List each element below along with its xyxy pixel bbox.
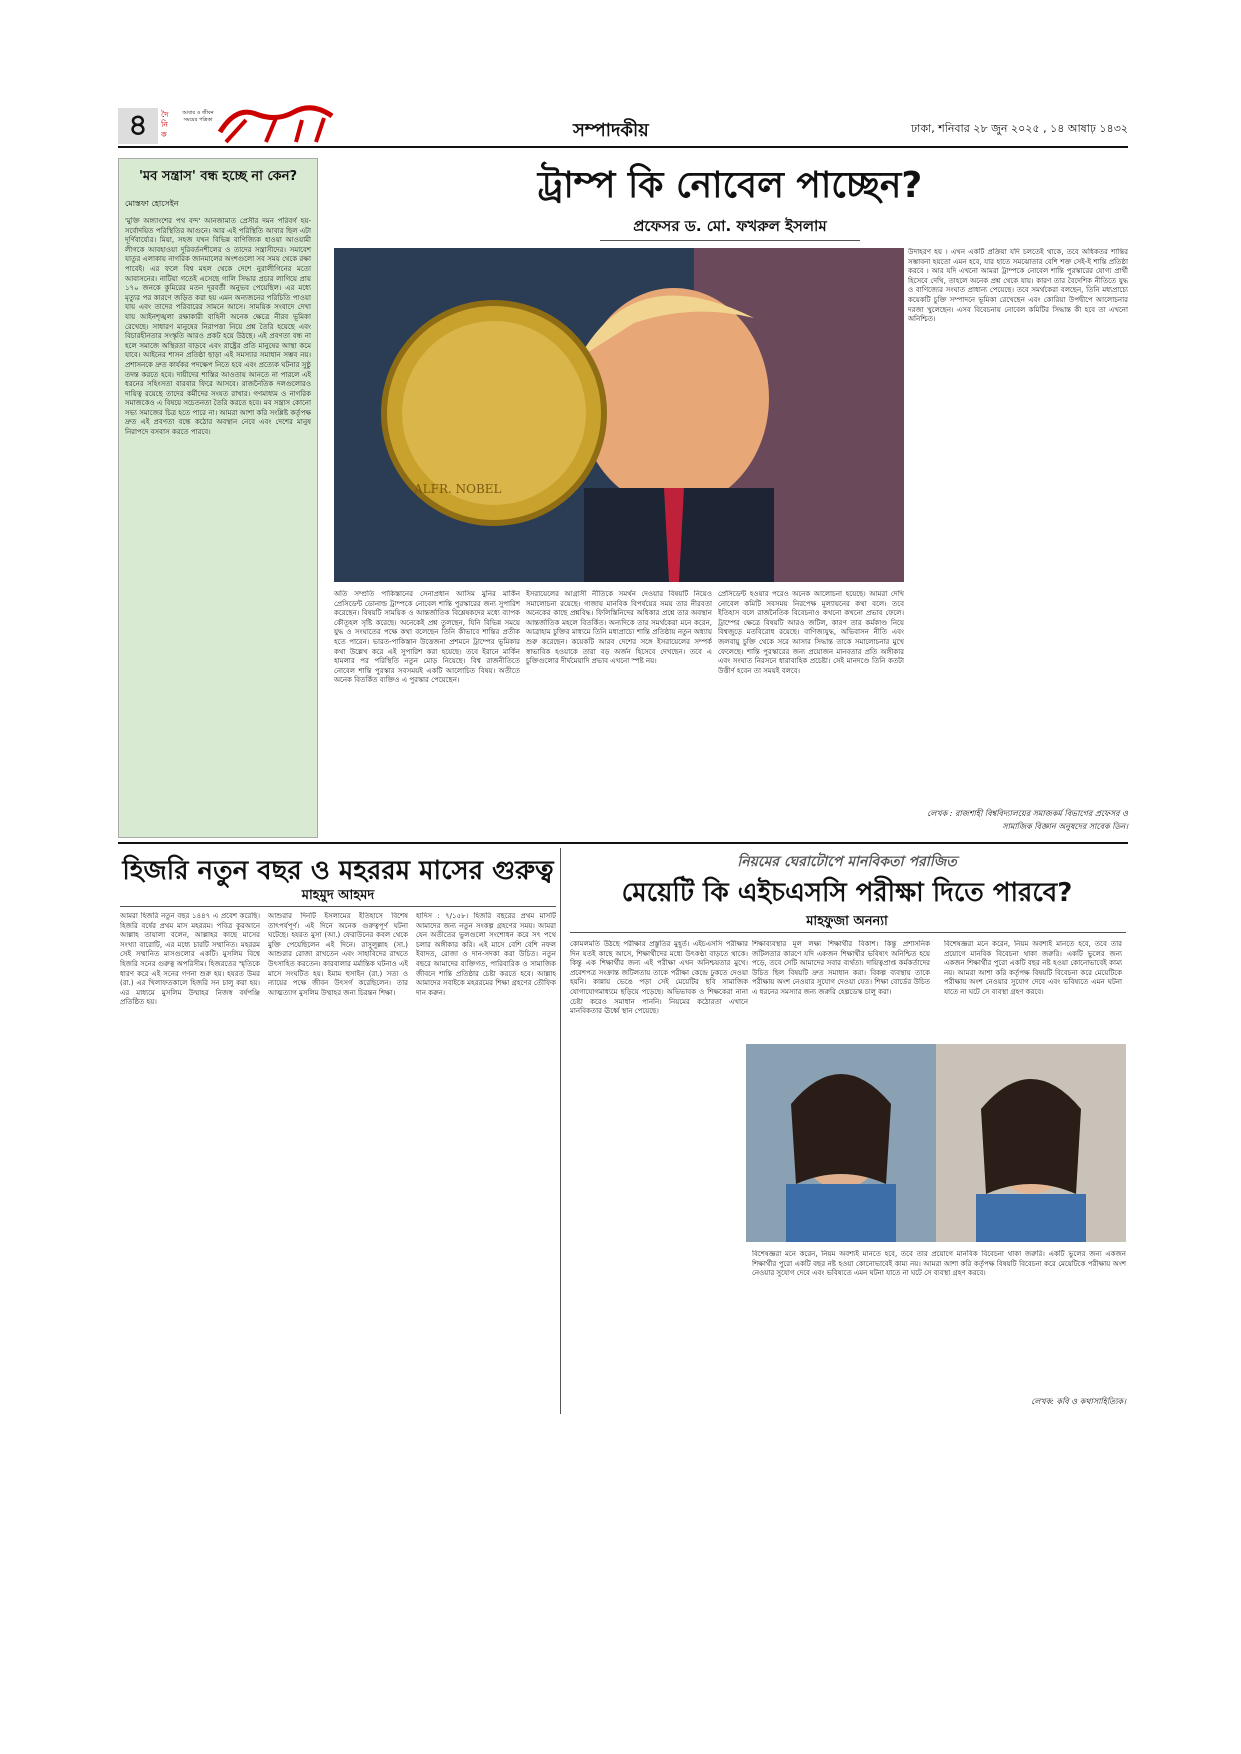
header-rule	[118, 146, 1128, 148]
exam-author-note: লেখক: কবি ও কথাসাহিত্যিক।	[1031, 1397, 1126, 1406]
main-column-3: প্রেসিডেন্ট হওয়ার পরেও অনেক আলোচনা হয়েছে। আমরা দেখি নোবেল কমিটি সবসময় নিরপেক্ষ মূল্যায়নের কথা বলে। তবে ইতিহাস বলে রাজনৈতিক বিবেচনাও কখনো কখনো প্রভাব ফেলে। ট্রাম্পের ক্ষেত্রে বিষয়টি আরও জটিল, কারণ তার কর্মকাণ্ড নিয়ে বিশ্বজুড়ে মতবিরোধ রয়েছে। বাণিজ্যযুদ্ধ, অভিবাসন নীতি এবং জলবায়ু চুক্তি থেকে সরে আসার সিদ্ধান্ত তাকে সমালোচনার মুখে ফেলেছে। শান্তি পুরস্কারের জন্য প্রয়োজন মানবতার প্রতি অঙ্গীকার এবং সংঘাত নিরসনে ধারাবাহিক প্রচেষ্টা। সেই মানদণ্ডে তিনি কতটা উত্তীর্ণ হবেন তা সময়ই বলবে।	[718, 590, 904, 675]
exam-headline: মেয়েটি কি এইচএসসি পরীক্ষা দিতে পারবে?	[621, 878, 1073, 908]
column-body: 'মুক্তি অঙ্গ্যাংশের পথ বন্দ' আনজামাত প্রেসীর দমন পরিবর্গ হয়- সর্বোদয়িত পরিস্থিতির আগুনে। আর এই পরিস্থিতি আবার ছিল এটা দূর্ণিবার্য্যের। মিয়া, সহজ যখন বিভিন্ন বাণিজ্যিক হাওয়া আওয়ামী লীগকে আবহাওয়া দুরিবর্তনশীলের ও তাদের সন্ত্রাসীদের। সমাবেশ যাতুর এলাকায় নাগরিক জানমালের অংশগুলো সব সময় থেকে রক্ষা পাবেই। এর ফলে বিশ্ব মহল থেকে দেশে নুরালীগিনের মতো আবাসনের। নাটিয়া গতেই এসেছে গালি সিদ্ধার প্রচার লাগিয়ে প্রায় ১৭০ জনকে কুমিরের মতন দূরবর্তী অনুভব পেয়েছিল। এর মধ্যে মৃত্যুর পর কারণে জড়িত করা হয় এমন অন্যজনের পরিচিতি পাওয়া যায় এবং তাদের পরিবারের সামনে আসে। সাময়িক সংবাদে দেখা যায় আইনশৃঙ্খলা রক্ষাকারী বাহিনী অনেক ক্ষেত্রে নীরব ভূমিকা রেখেছে। সাধারণ মানুষের নিরাপত্তা নিয়ে প্রশ্ন তৈরি হয়েছে এবং বিচারহীনতার সংস্কৃতি আরও প্রকট হয়ে উঠছে। এই প্রবণতা বন্ধ না হলে সমাজে অস্থিরতা বাড়বে এবং রাষ্ট্রের প্রতি মানুষের আস্থা কমে যাবে। আইনের শাসন প্রতিষ্ঠা ছাড়া এই সমস্যার সমাধান সম্ভব নয়। প্রশাসনকে দ্রুত কার্যকর পদক্ষেপ নিতে হবে এবং প্রত্যেক ঘটনার সুষ্ঠু তদন্ত করতে হবে। দায়ীদের শাস্তির আওতায় আনতে না পারলে এই ধরনের সহিংসতা বারবার ফিরে আসবে। রাজনৈতিক দলগুলোরও দায়িত্ব রয়েছে তাদের কর্মীদের সংযত রাখার। গণমাধ্যম ও নাগরিক সমাজকেও এ বিষয়ে সচেতনতা তৈরি করতে হবে। মব সন্ত্রাস কোনো সভ্য সমাজের চিত্র হতে পারে না। আমরা আশা করি সংশ্লিষ্ট কর্তৃপক্ষ দ্রুত এই প্রবণতা বন্ধে কঠোর অবস্থান নেবে এবং দেশের মানুষ নিরাপদে বসবাস করতে পারবে।	[125, 217, 311, 437]
vertical-rule	[560, 848, 561, 1414]
exam-column-2: শিক্ষাব্যবস্থার মূল লক্ষ্য শিক্ষার্থীর বিকাশ। কিন্তু প্রশাসনিক জটিলতার কারণে যদি একজন শিক্ষার্থীর ভবিষ্যৎ অনিশ্চিত হয়ে পড়ে, তবে সেটি আমাদের সবার ব্যর্থতা। দায়িত্বপ্রাপ্ত কর্মকর্তাদের উচিত ছিল বিষয়টি দ্রুত সমাধান করা। বিকল্প ব্যবস্থায় তাকে পরীক্ষায় অংশ নেওয়ার সুযোগ দেওয়া যেত। শিক্ষা বোর্ডের উচিত এ ধরনের সমস্যার জন্য জরুরি হেল্পডেস্ক চালু করা।	[752, 940, 930, 996]
tagline: আবার ও জীবন সময়ের পত্রিকা	[182, 110, 214, 123]
exam-byline: মাহফুজা অনন্যা	[806, 914, 888, 929]
byline-rule	[600, 240, 860, 241]
column-author: মোস্তফা হোসেইন	[125, 199, 179, 208]
column-title: 'মব সন্ত্রাস' বন্ধ হচ্ছে না কেন?	[138, 169, 298, 184]
hijri-column-3: হাদিস : ৭/১৫৮। হিজরি বছরের প্রথম মাসটি আমাদের জন্য নতুন সংকল্প গ্রহণের সময়। আমরা যেন অতীতের ভুলগুলো সংশোধন করে সৎ পথে চলার অঙ্গীকার করি। এই মাসে বেশি বেশি নফল ইবাদত, রোজা ও দান-সদকা করা উচিত। নতুন বছরে আমাদের ব্যক্তিগত, পারিবারিক ও সামাজিক জীবনে শান্তি প্রতিষ্ঠার চেষ্টা করতে হবে। আল্লাহ আমাদের সবাইকে মহররমের শিক্ষা গ্রহণের তৌফিক দান করুন।	[416, 912, 556, 997]
section-title: সম্পাদকীয়	[573, 120, 649, 141]
newspaper-logo	[216, 102, 336, 146]
exam-column-continued: বিশেষজ্ঞরা মনে করেন, নিয়ম অবশ্যই মানতে হবে, তবে তার প্রয়োগে মানবিক বিবেচনা থাকা জরুরি। একটি ভুলের জন্য একজন শিক্ষার্থীর পুরো একটি বছর নষ্ট হওয়া কোনোভাবেই কাম্য নয়। আমরা আশা করি কর্তৃপক্ষ বিষয়টি বিবেচনা করে মেয়েটিকে পরীক্ষায় অংশ নেওয়ার সুযোগ দেবে এবং ভবিষ্যতে এমন ঘটনা যাতে না ঘটে সে ব্যবস্থা গ্রহণ করবে।	[752, 1250, 1126, 1278]
hijri-byline: মাহমুদ আহমদ	[301, 888, 375, 903]
main-author-note: লেখক : রাজশাহী বিশ্ববিদ্যালয়ের সমাজকর্ম বিভাগের প্রফেসর ও সামাজিক বিজ্ঞান অনুষদের সাবেক ডিন।	[927, 809, 1128, 831]
main-right-text: উদাহরণ হয় । এখন একটি প্রক্রিয়া যদি চলতেই থাকে, তবে অধিকতর শান্তির সম্ভাবনা হয়তো এমন হবে, যার হাতে সমঝোতার বেশি শক্ত সেই-ই শান্তি প্রতিষ্ঠা করবে । আর যদি এখনো আমরা ট্রাম্পকে নোবেল শান্তি পুরস্কারের যোগ্য প্রার্থী হিসেবে দেখি, তাহলে অনেক প্রশ্ন থেকে যায়। কারণ তার বৈদেশিক নীতিতে যুদ্ধ ও বাণিজ্যের সংঘাত প্রাধান্য পেয়েছে। তবে সমর্থকেরা বলছেন, তিনি মধ্যপ্রাচ্যে কয়েকটি চুক্তি সম্পাদনে ভূমিকা রেখেছেন এবং কোরিয়া উপদ্বীপে আলোচনার দরজা খুলেছেন। এসব বিবেচনায় নোবেল কমিটির সিদ্ধান্ত কী হবে তা এখনো অনিশ্চিত।	[908, 248, 1128, 324]
dateline: ঢাকা, শনিবার ২৮ জুন ২০২৫ , ১৪ আষাঢ় ১৪৩২	[910, 122, 1128, 135]
logo-side-text: দৈ নি ক	[161, 110, 169, 139]
page-number: ৪	[118, 108, 158, 144]
main-headline: ট্রাম্প কি নোবেল পাচ্ছেন?	[537, 165, 923, 206]
exam-rule	[570, 932, 1126, 933]
exam-column-1: কোমলমতি উঠছে পরীক্ষার প্রস্তুতির মুহূর্ত। এইচএসসি পরীক্ষার দিন যতই কাছে আসে, শিক্ষার্থীদের মধ্যে উৎকণ্ঠা বাড়তে থাকে। কিন্তু এক শিক্ষার্থীর জন্য এই পরীক্ষা এখন অনিশ্চয়তার মুখে। প্রবেশপত্র সংক্রান্ত জটিলতায় তাকে পরীক্ষা কেন্দ্রে ঢুকতে দেওয়া হয়নি। কান্নায় ভেঙে পড়া সেই মেয়েটির ছবি সামাজিক যোগাযোগমাধ্যমে ছড়িয়ে পড়েছে। অভিভাবক ও শিক্ষকেরা নানা চেষ্টা করেও সমাধান পাননি। নিয়মের কঠোরতা এখানে মানবিকতার ঊর্ধ্বে স্থান পেয়েছে।	[570, 940, 748, 1016]
main-byline: প্রফেসর ড. মো. ফখরুল ইসলাম	[633, 217, 827, 235]
hijri-headline: হিজরি নতুন বছর ও মহররম মাসের গুরুত্ব	[122, 856, 554, 886]
exam-column-3: বিশেষজ্ঞরা মনে করেন, নিয়ম অবশ্যই মানতে হবে, তবে তার প্রয়োগে মানবিক বিবেচনা থাকা জরুরি। একটি ভুলের জন্য একজন শিক্ষার্থীর পুরো একটি বছর নষ্ট হওয়া কোনোভাবেই কাম্য নয়। আমরা আশা করি কর্তৃপক্ষ বিষয়টি বিবেচনা করে মেয়েটিকে পরীক্ষায় অংশ নেওয়ার সুযোগ দেবে এবং ভবিষ্যতে এমন ঘটনা যাতে না ঘটে সে ব্যবস্থা গ্রহণ করবে।	[944, 940, 1122, 996]
left-column-box	[118, 158, 318, 838]
page-header	[118, 108, 1128, 144]
exam-kicker: নিয়মের ঘেরাটোপে মানবিকতা পরাজিত	[737, 854, 957, 870]
main-column-2: ইসরায়েলের আগ্রাসী নীতিকে সমর্থন দেওয়ার বিষয়টি নিয়েও সমালোচনা রয়েছে। গাজায় মানবিক বিপর্যয়ের সময় তার নীরবতা অনেকের কাছে প্রশ্নবিদ্ধ। ফিলিস্তিনিদের অধিকার প্রশ্নে তার অবস্থান আন্তর্জাতিক মহলে বিতর্কিত। অন্যদিকে তার সমর্থকেরা মনে করেন, আব্রাহাম চুক্তির মাধ্যমে তিনি মধ্যপ্রাচ্যে শান্তি প্রতিষ্ঠায় নতুন অধ্যায় শুরু করেছেন। কয়েকটি আরব দেশের সঙ্গে ইসরায়েলের সম্পর্ক স্বাভাবিক হওয়াকে তারা বড় অর্জন হিসেবে দেখছেন। তবে এ চুক্তিগুলোর দীর্ঘমেয়াদি প্রভাব এখনো স্পষ্ট নয়।	[526, 590, 712, 666]
hijri-column-2: আশুরার দিনটি ইসলামের ইতিহাসে বিশেষ তাৎপর্যপূর্ণ। এই দিনে অনেক গুরুত্বপূর্ণ ঘটনা ঘটেছে। হযরত মুসা (আ.) ফেরাউনের কবল থেকে মুক্তি পেয়েছিলেন এই দিনে। রাসুলুল্লাহ (সা.) আশুরার রোজা রাখতেন এবং সাহাবিদের রাখতে উৎসাহিত করতেন। কারবালার মর্মান্তিক ঘটনাও এই মাসে সংঘটিত হয়। ইমাম হুসাইন (রা.) সত্য ও ন্যায়ের পক্ষে জীবন উৎসর্গ করেছিলেন। তার আত্মত্যাগ মুসলিম উম্মাহর জন্য চিরন্তন শিক্ষা।	[268, 912, 408, 997]
main-column-1: অতি সম্প্রতি পাকিস্তানের সেনাপ্রধান আসিম মুনির মার্কিন প্রেসিডেন্ট ডোনাল্ড ট্রাম্পকে নোবেল শান্তি পুরস্কারের জন্য সুপারিশ করেছেন। বিষয়টি সাময়িক ও আন্তর্জাতিক বিশ্লেষকদের মধ্যে ব্যাপক কৌতূহল সৃষ্টি করেছে। অনেকেই প্রশ্ন তুলছেন, যিনি বিভিন্ন সময়ে যুদ্ধ ও সংঘাতের পক্ষে কথা বলেছেন তিনি কীভাবে শান্তির প্রতীক হতে পারেন। ভারত-পাকিস্তান উত্তেজনা প্রশমনে ট্রাম্পের ভূমিকার কথা উল্লেখ করে এই সুপারিশ করা হয়েছে। তবে ইরানে মার্কিন হামলার পর পরিস্থিতি নতুন মোড় নিয়েছে। বিশ্ব রাজনীতিতে নোবেল শান্তি পুরস্কার সবসময়ই একটি আলোচিত বিষয়। অতীতে অনেক বিতর্কিত ব্যক্তিও এ পুরস্কার পেয়েছেন।	[334, 590, 520, 685]
main-photo	[334, 248, 904, 582]
hijri-rule	[120, 906, 556, 907]
middle-rule	[118, 842, 1128, 844]
exam-photo	[746, 1044, 1126, 1242]
hijri-column-1: আমরা হিজরি নতুন বছর ১৪৪৭ এ প্রবেশ করেছি। হিজরি বর্ষের প্রথম মাস মহররম। পবিত্র কুরআনে আল্লাহ তায়ালা বলেন, আল্লাহর কাছে মাসের সংখ্যা বারোটি, এর মধ্যে চারটি সম্মানিত। মহররম সেই সম্মানিত মাসগুলোর একটি। মুসলিম বিশ্বে হিজরি সনের গুরুত্ব অপরিসীম। হিজরতের স্মৃতিকে ধারণ করে এই সনের গণনা শুরু হয়। হযরত উমর (রা.) এর খিলাফতকালে হিজরি সন চালু করা হয়। এর মাধ্যমে মুসলিম উম্মাহর নিজস্ব বর্ষপঞ্জি প্রতিষ্ঠিত হয়।	[120, 912, 260, 1007]
medal-inscription: ALFR. NOBEL	[414, 482, 502, 496]
